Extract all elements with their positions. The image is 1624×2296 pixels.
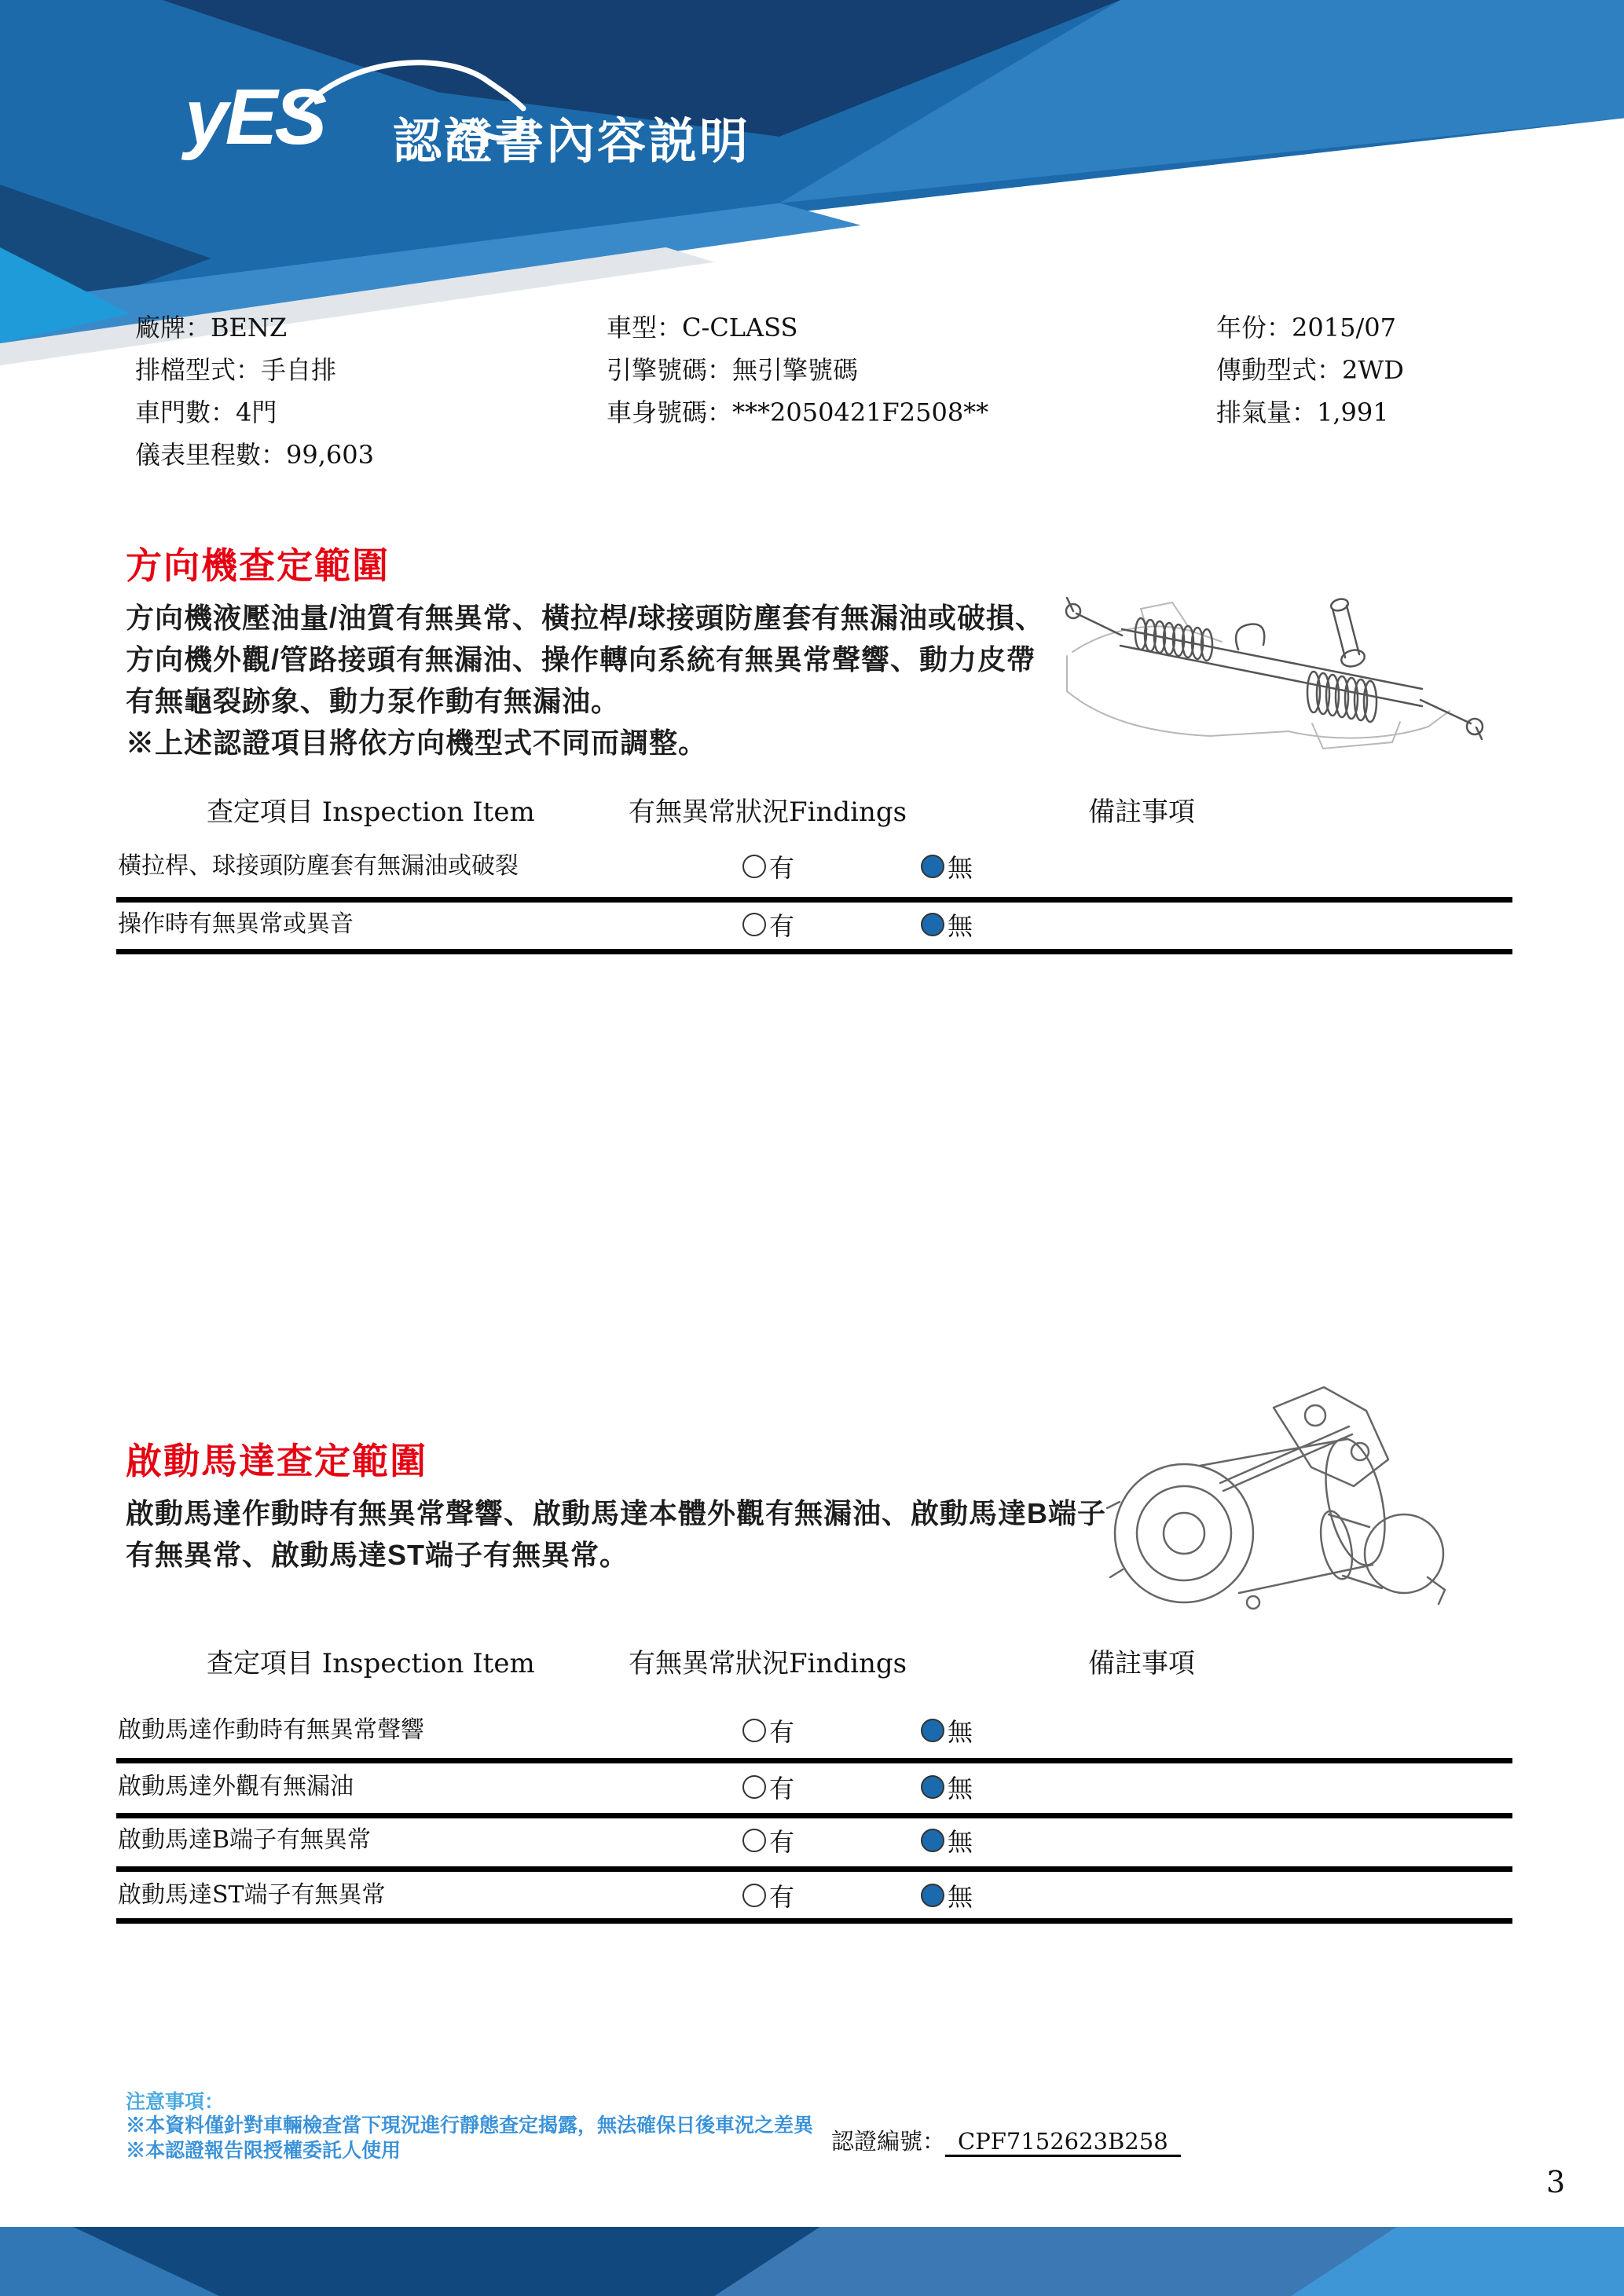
table-divider: [116, 1813, 1512, 1818]
radio-circle[interactable]: [742, 913, 766, 936]
table-divider: [116, 1918, 1512, 1924]
column-header-finding: 有無異常狀況Findings: [629, 796, 907, 828]
field-value: 手自排: [261, 355, 337, 385]
yes-logo: yES: [185, 73, 324, 161]
radio-circle[interactable]: [742, 1775, 766, 1799]
radio-yes[interactable]: [742, 1822, 794, 1858]
radio-label: 無: [948, 1882, 973, 1912]
radio-no[interactable]: [921, 1877, 973, 1913]
section-description-starter: [126, 1492, 1106, 1576]
table-row: [116, 906, 1512, 943]
field-year: [1216, 306, 1404, 349]
inspection-item: 操作時有無異常或異音: [118, 910, 354, 938]
field-value: 4門: [236, 397, 277, 427]
footnote-line: ※本認證報告限授權委託人使用: [126, 2140, 401, 2162]
table-row: [116, 848, 1512, 884]
inspection-item: 啟動馬達外觀有無漏油: [118, 1773, 354, 1800]
column-header-item: 查定項目 Inspection Item: [207, 1648, 535, 1679]
field-transmission-type: [135, 349, 374, 391]
field-label: 車型：: [607, 313, 683, 342]
field-drivetrain: [1216, 349, 1404, 391]
field-value: 無引擎號碼: [732, 355, 859, 385]
field-label: 車身號碼：: [607, 397, 733, 427]
steering-rack-illustration: [1053, 554, 1493, 750]
footnotes-title: 注意事項：: [126, 2091, 225, 2113]
inspection-item: 橫拉桿、球接頭防塵套有無漏油或破裂: [118, 852, 519, 880]
field-label: 儀表里程數：: [135, 440, 287, 470]
field-brand: [135, 306, 374, 349]
radio-circle[interactable]: [921, 855, 944, 878]
radio-circle[interactable]: [742, 1884, 766, 1907]
field-value: ***2050421F2508**: [732, 397, 989, 427]
radio-circle[interactable]: [742, 1719, 766, 1742]
radio-no[interactable]: [921, 1712, 973, 1749]
radio-circle[interactable]: [742, 1829, 766, 1852]
inspection-item: 啟動馬達ST端子有無異常: [118, 1881, 386, 1909]
table-row: [116, 1712, 1512, 1749]
field-model: [607, 306, 988, 349]
field-value: 99,603: [286, 440, 374, 470]
radio-no[interactable]: [921, 1822, 973, 1858]
footnote-line: ※本資料僅針對車輛檢查當下現況進行靜態查定揭露，無法確保日後車況之差異: [126, 2115, 814, 2137]
description-line: 啟動馬達作動時有無異常聲響、啟動馬達本體外觀有無漏油、啟動馬達B端子: [126, 1497, 1106, 1529]
radio-circle[interactable]: [742, 855, 766, 878]
certificate-label: 認證編號：: [831, 2128, 946, 2155]
radio-label: 有: [769, 853, 795, 883]
radio-yes[interactable]: [742, 1769, 794, 1805]
radio-circle[interactable]: [921, 1719, 944, 1742]
radio-yes[interactable]: [742, 1877, 794, 1913]
radio-no[interactable]: [921, 848, 973, 884]
radio-label: 有: [769, 1717, 795, 1747]
field-odometer: [135, 434, 374, 476]
field-value: 1,991: [1317, 397, 1389, 427]
radio-yes[interactable]: [742, 848, 794, 884]
document-title: 認證書內容説明: [393, 115, 751, 169]
field-label: 年份：: [1216, 313, 1292, 342]
certificate-number: CPF7152623B258: [945, 2128, 1181, 2157]
column-header-item: 查定項目 Inspection Item: [207, 796, 535, 828]
section-title-steering: 方向機查定範圍: [126, 545, 390, 586]
field-label: 傳動型式：: [1216, 355, 1343, 385]
inspection-table-2-header: [116, 1642, 1512, 1679]
field-label: 排氣量：: [1216, 397, 1318, 427]
inspection-table-1-header: [116, 790, 1512, 828]
inspection-item: 啟動馬達作動時有無異常聲響: [118, 1716, 424, 1744]
table-row: [116, 1822, 1512, 1858]
radio-no[interactable]: [921, 1769, 973, 1805]
table-divider: [116, 897, 1512, 903]
description-line: 有無異常、啟動馬達ST端子有無異常。: [126, 1539, 629, 1571]
description-line: 方向機外觀/管路接頭有無漏油、操作轉向系統有無異常聲響、動力皮帶: [126, 643, 1036, 676]
radio-circle[interactable]: [921, 1775, 944, 1799]
vehicle-info-column-3: [1216, 306, 1404, 434]
radio-no[interactable]: [921, 906, 973, 943]
field-displacement: [1216, 391, 1404, 434]
field-vin: [607, 391, 988, 434]
radio-label: 無: [948, 853, 973, 883]
starter-motor-illustration: [1088, 1367, 1497, 1626]
radio-label: 有: [769, 1774, 795, 1803]
inspection-item: 啟動馬達B端子有無異常: [118, 1826, 372, 1854]
radio-label: 無: [948, 911, 973, 941]
radio-circle[interactable]: [921, 1884, 944, 1907]
column-header-finding: 有無異常狀況Findings: [629, 1648, 907, 1679]
vehicle-info-column-2: [607, 306, 988, 434]
field-engine-number: [607, 349, 988, 391]
certificate-number-row: [831, 2124, 1181, 2157]
section-description-steering: [126, 597, 1044, 764]
page-number: 3: [1546, 2165, 1566, 2199]
radio-label: 無: [948, 1717, 973, 1747]
field-label: 車門數：: [135, 397, 236, 427]
section-title-starter: 啟動馬達查定範圍: [126, 1441, 427, 1481]
section-note: ※上述認證項目將依方向機型式不同而調整。: [126, 727, 708, 759]
description-line: 有無龜裂跡象、動力泵作動有無漏油。: [126, 685, 621, 717]
table-divider: [116, 1866, 1512, 1872]
field-value: C-CLASS: [682, 313, 798, 342]
field-value: 2015/07: [1292, 313, 1396, 342]
table-row: [116, 1769, 1512, 1805]
column-header-remark: 備註事項: [1088, 1648, 1195, 1679]
field-doors: [135, 391, 374, 434]
radio-label: 有: [769, 1882, 795, 1912]
table-divider: [116, 1758, 1512, 1763]
field-label: 引擎號碼：: [607, 355, 733, 385]
field-label: 排檔型式：: [135, 355, 262, 385]
radio-circle[interactable]: [921, 1829, 944, 1852]
description-line: 方向機液壓油量/油質有無異常、橫拉桿/球接頭防塵套有無漏油或破損、: [126, 602, 1045, 634]
radio-label: 有: [769, 911, 795, 941]
column-header-remark: 備註事項: [1088, 796, 1195, 828]
radio-label: 無: [948, 1827, 973, 1857]
field-value: BENZ: [211, 313, 288, 342]
field-value: 2WD: [1342, 355, 1404, 385]
field-label: 廠牌：: [135, 313, 211, 342]
radio-circle[interactable]: [921, 913, 944, 936]
radio-label: 有: [769, 1827, 795, 1857]
table-divider: [116, 949, 1512, 954]
footer-banner: [0, 2227, 1624, 2296]
table-row: [116, 1877, 1512, 1913]
radio-label: 無: [948, 1774, 973, 1803]
vehicle-info-column-1: [135, 306, 374, 476]
radio-yes[interactable]: [742, 906, 794, 943]
radio-yes[interactable]: [742, 1712, 794, 1749]
